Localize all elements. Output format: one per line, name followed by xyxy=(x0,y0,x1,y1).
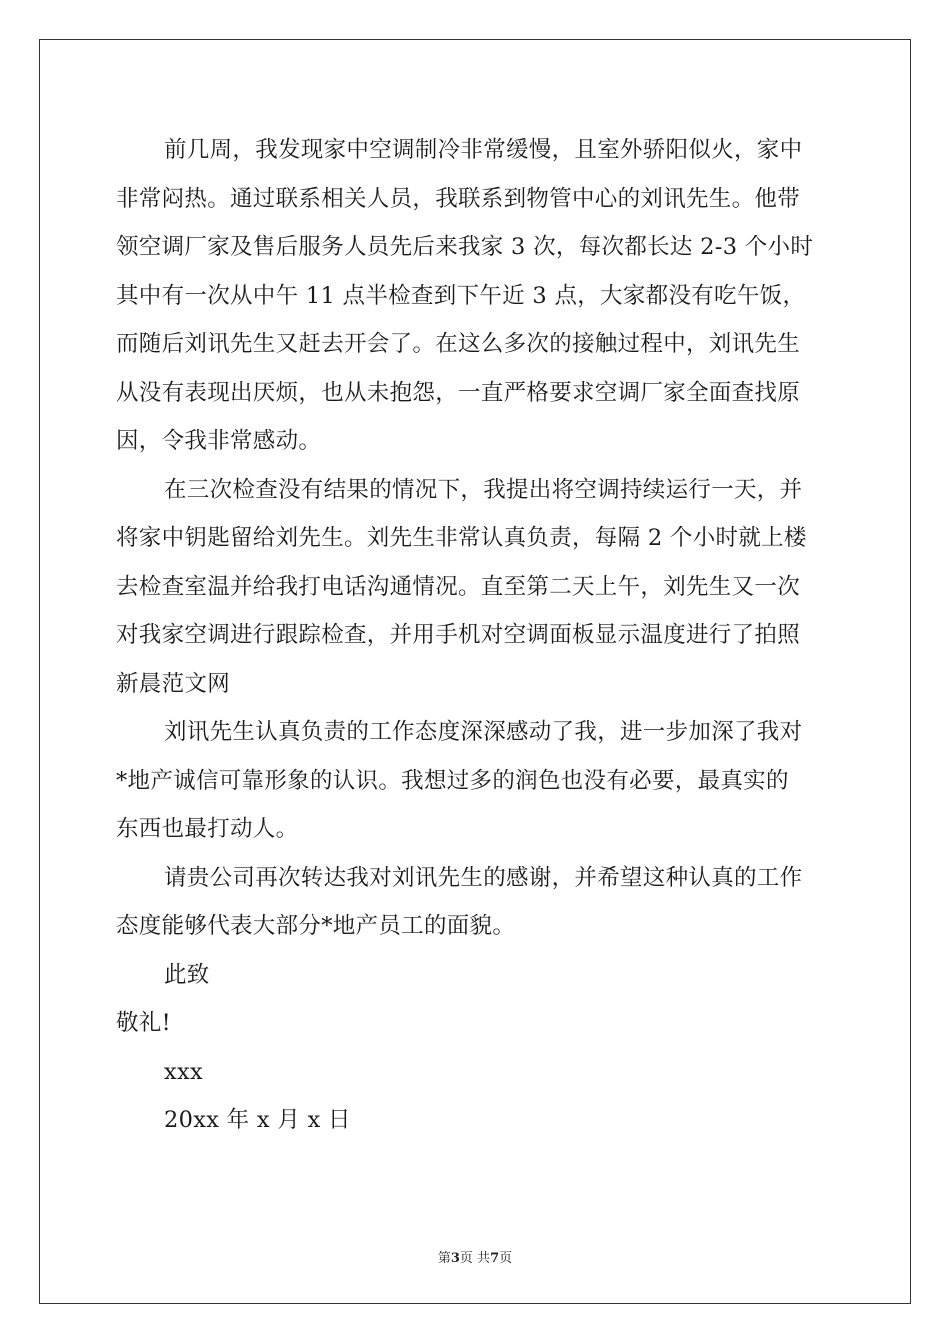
closing-line-1: 此致 xyxy=(164,961,210,988)
paragraph-2-line-4: 对我家空调进行跟踪检查，并用手机对空调面板显示温度进行了拍照 xyxy=(116,622,801,648)
paragraph-1-line-3: 领空调厂家及售后服务人员先后来我家 3 次，每次都长达 2-3 个小时 xyxy=(116,234,814,260)
paragraph-1-line-6: 从没有表现出厌烦，也从未抱怨，一直严格要求空调厂家全面查找原 xyxy=(116,379,801,406)
paragraph-2-line-5: 新晨范文网 xyxy=(116,670,231,697)
date: 20xx 年 x 月 x 日 xyxy=(164,1107,351,1133)
page-footer xyxy=(0,1247,950,1266)
paragraph-1-line-7: 因，令我非常感动。 xyxy=(116,428,322,454)
signature: xxx xyxy=(164,1058,203,1085)
page-total: 7 xyxy=(490,1251,500,1266)
paragraph-4-line-1: 请贵公司再次转达我对刘讯先生的感谢，并希望这种认真的工作 xyxy=(164,864,803,891)
paragraph-3-line-3: 东西也最打动人。 xyxy=(116,816,299,842)
paragraph-3-line-1: 刘讯先生认真负责的工作态度深深感动了我，进一步加深了我对 xyxy=(164,719,803,745)
paragraph-1-line-4: 其中有一次从中午 11 点半检查到下午近 3 点，大家都没有吃午饭， xyxy=(116,282,806,309)
paragraph-4-line-2: 态度能够代表大部分*地产员工的面貌。 xyxy=(116,913,516,939)
page-suffix: 页 xyxy=(499,1251,513,1266)
paragraph-1-line-2: 非常闷热。通过联系相关人员，我联系到物管中心的刘讯先生。他带 xyxy=(116,185,801,212)
letter-body xyxy=(116,126,836,1145)
paragraph-1-line-1: 前几周，我发现家中空调制冷非常缓慢，且室外骄阳似火，家中 xyxy=(164,137,803,163)
paragraph-2-line-2: 将家中钥匙留给刘先生。刘先生非常认真负责，每隔 2 个小时就上楼 xyxy=(116,525,807,551)
closing-line-2: 敬礼! xyxy=(116,1010,171,1036)
page-prefix: 第 xyxy=(437,1251,451,1266)
paragraph-3-line-2: *地产诚信可靠形象的认识。我想过多的润色也没有必要，最真实的 xyxy=(116,767,789,794)
paragraph-1-line-5: 而随后刘讯先生又赶去开会了。在这么多次的接触过程中，刘讯先生 xyxy=(116,331,801,357)
paragraph-2-line-1: 在三次检查没有结果的情况下，我提出将空调持续运行一天，并 xyxy=(164,476,803,503)
paragraph-2-line-3: 去检查室温并给我打电话沟通情况。直至第二天上午，刘先生又一次 xyxy=(116,573,801,600)
page-mid: 页 共 xyxy=(459,1251,491,1266)
page-current: 3 xyxy=(450,1251,460,1266)
